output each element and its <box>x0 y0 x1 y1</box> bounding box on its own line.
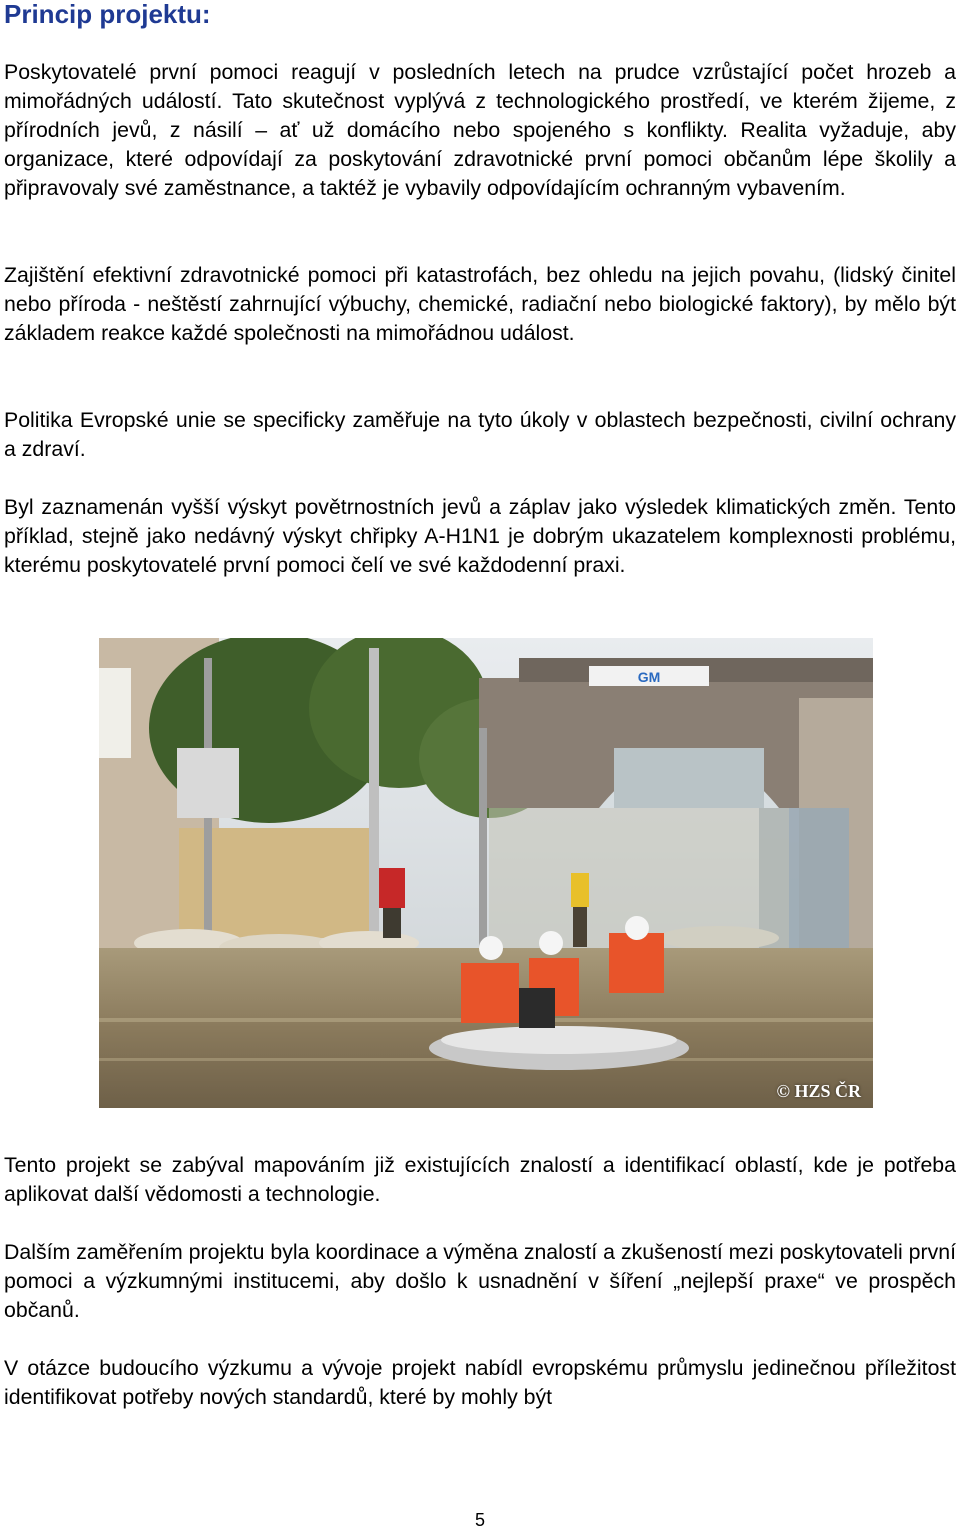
paragraph-6: Dalším zaměřením projektu byla koordinace a výměna znalostí a zkušeností mezi poskytovateli první pomoci a výzkumnými institucemi, aby došlo k usnadnění v šíření „nejlepší praxe“ ve prospěch občanů. <box>4 1240 956 1322</box>
page-number: 5 <box>474 1510 485 1530</box>
paragraph-5: Tento projekt se zabýval mapováním již existujících znalostí a identifikací oblastí, kde je potřeba aplikovat další vědomosti a technologie. <box>4 1153 956 1206</box>
paragraph-3: Politika Evropské unie se specificky zaměřuje na tyto úkoly v oblastech bezpečnosti, civilní ochrany a zdraví. <box>4 408 956 461</box>
paragraph-4: Byl zaznamenán vyšší výskyt povětrnostních jevů a záplav jako výsledek klimatických změn. Tento příklad, stejně jako nedávný výskyt chřipky A-H1N1 je dobrým ukazatelem komplexnosti problému, kterému poskytovatelé první pomoci čelí ve své každodenní praxi. <box>4 495 956 577</box>
photo-credit: © HZS ČR <box>776 1081 861 1101</box>
paragraph-1: Poskytovatelé první pomoci reagují v posledních letech na prudce vzrůstající počet hrozeb a mimořádných událostí. Tato skutečnost vyplývá z technologického prostředí, ve kterém žijeme, z přírodních jevů, z násilí – ať už domácího nebo spojeného s konflikty. Realita vyžaduje, aby organizace, které odpovídají za poskytování zdravotnické první pomoci občanům lépe školily a připravovaly své zaměstnance, a taktéž je vybavily odpovídajícím ochranným vybavením. <box>4 60 956 200</box>
flood-rescue-photo <box>99 638 873 1108</box>
paragraph-2: Zajištění efektivní zdravotnické pomoci při katastrofách, bez ohledu na jejich povahu, (lidský činitel nebo příroda - neštěstí zahrnující výbuchy, chemické, radiační nebo biologické faktory), by mělo být základem reakce každé společnosti na mimořádnou událost. <box>4 263 956 345</box>
banner-text: GM <box>637 669 661 685</box>
paragraph-7: V otázce budoucího výzkumu a vývoje projekt nabídl evropskému průmyslu jedinečnou příležitost identifikovat potřeby nových standardů, které by mohly být <box>4 1356 956 1409</box>
section-heading: Princip projektu: <box>4 0 211 29</box>
